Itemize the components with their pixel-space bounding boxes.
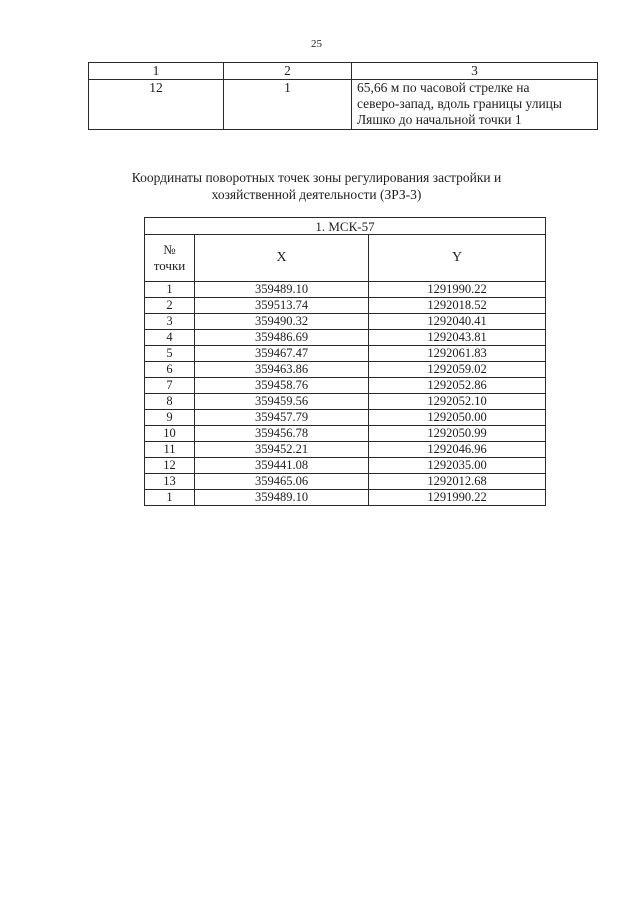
point-number-cell: 2 xyxy=(145,298,195,314)
table-row xyxy=(145,410,546,426)
section-title-line: хозяйственной деятельности (ЗРЗ-3) xyxy=(211,187,422,202)
x-header: X xyxy=(195,235,369,282)
column-number-1: 1 xyxy=(89,63,224,80)
table-header-row xyxy=(89,63,598,80)
table-row xyxy=(145,330,546,346)
table-row xyxy=(145,298,546,314)
y-coordinate-cell: 1292052.86 xyxy=(369,378,546,394)
point-number-cell: 4 xyxy=(145,330,195,346)
table-row xyxy=(145,362,546,378)
x-coordinate-cell: 359457.79 xyxy=(195,410,369,426)
point-number-cell: 3 xyxy=(145,314,195,330)
to-point-cell: 1 xyxy=(224,80,352,130)
coordinate-system-row xyxy=(145,218,546,235)
y-coordinate-cell: 1292043.81 xyxy=(369,330,546,346)
boundary-description-cell xyxy=(352,80,598,130)
y-coordinate-cell: 1292052.10 xyxy=(369,394,546,410)
description-line: 65,66 м по часовой стрелке на xyxy=(357,80,530,95)
table-row xyxy=(145,442,546,458)
point-number-cell: 8 xyxy=(145,394,195,410)
coordinate-system-label: 1. МСК-57 xyxy=(145,218,546,235)
description-line: Ляшко до начальной точки 1 xyxy=(357,112,522,127)
y-coordinate-cell: 1292035.00 xyxy=(369,458,546,474)
point-number-cell: 1 xyxy=(145,490,195,506)
y-coordinate-cell: 1291990.22 xyxy=(369,490,546,506)
table-row xyxy=(145,474,546,490)
point-number-cell: 7 xyxy=(145,378,195,394)
table-row xyxy=(145,282,546,298)
column-header-row xyxy=(145,235,546,282)
point-number-word: точки xyxy=(153,258,186,273)
y-coordinate-cell: 1292050.99 xyxy=(369,426,546,442)
x-coordinate-cell: 359465.06 xyxy=(195,474,369,490)
point-number-cell: 1 xyxy=(145,282,195,298)
x-coordinate-cell: 359486.69 xyxy=(195,330,369,346)
table-row xyxy=(145,314,546,330)
point-number-cell: 11 xyxy=(145,442,195,458)
x-coordinate-cell: 359459.56 xyxy=(195,394,369,410)
section-title-line: Координаты поворотных точек зоны регулирования застройки и xyxy=(131,170,502,185)
y-coordinate-cell: 1292040.41 xyxy=(369,314,546,330)
table-row xyxy=(145,458,546,474)
table-row xyxy=(145,346,546,362)
section-title xyxy=(0,169,633,203)
table-row xyxy=(145,378,546,394)
column-number-2: 2 xyxy=(224,63,352,80)
x-coordinate-cell: 359458.76 xyxy=(195,378,369,394)
point-number-cell: 10 xyxy=(145,426,195,442)
y-coordinate-cell: 1291990.22 xyxy=(369,282,546,298)
point-number-cell: 12 xyxy=(145,458,195,474)
y-coordinate-cell: 1292050.00 xyxy=(369,410,546,426)
y-coordinate-cell: 1292046.96 xyxy=(369,442,546,458)
coordinates-table xyxy=(144,217,546,506)
x-coordinate-cell: 359489.10 xyxy=(195,282,369,298)
y-coordinate-cell: 1292018.52 xyxy=(369,298,546,314)
table-row xyxy=(145,490,546,506)
y-coordinate-cell: 1292012.68 xyxy=(369,474,546,490)
x-coordinate-cell: 359467.47 xyxy=(195,346,369,362)
x-coordinate-cell: 359490.32 xyxy=(195,314,369,330)
table-row xyxy=(145,394,546,410)
coordinate-rows xyxy=(145,282,546,506)
y-coordinate-cell: 1292061.83 xyxy=(369,346,546,362)
table-row xyxy=(89,80,598,130)
point-number-header xyxy=(145,235,195,282)
point-number-symbol: № xyxy=(163,242,176,257)
x-coordinate-cell: 359456.78 xyxy=(195,426,369,442)
point-number-cell: 5 xyxy=(145,346,195,362)
boundary-description-table xyxy=(88,62,598,130)
x-coordinate-cell: 359513.74 xyxy=(195,298,369,314)
page-number: 25 xyxy=(311,38,322,50)
x-coordinate-cell: 359489.10 xyxy=(195,490,369,506)
table-row xyxy=(145,426,546,442)
x-coordinate-cell: 359452.21 xyxy=(195,442,369,458)
point-number-cell: 9 xyxy=(145,410,195,426)
column-number-3: 3 xyxy=(352,63,598,80)
description-line: северо-запад, вдоль границы улицы xyxy=(357,96,562,111)
from-point-cell: 12 xyxy=(89,80,224,130)
y-header: Y xyxy=(369,235,546,282)
point-number-cell: 13 xyxy=(145,474,195,490)
point-number-cell: 6 xyxy=(145,362,195,378)
x-coordinate-cell: 359463.86 xyxy=(195,362,369,378)
x-coordinate-cell: 359441.08 xyxy=(195,458,369,474)
y-coordinate-cell: 1292059.02 xyxy=(369,362,546,378)
